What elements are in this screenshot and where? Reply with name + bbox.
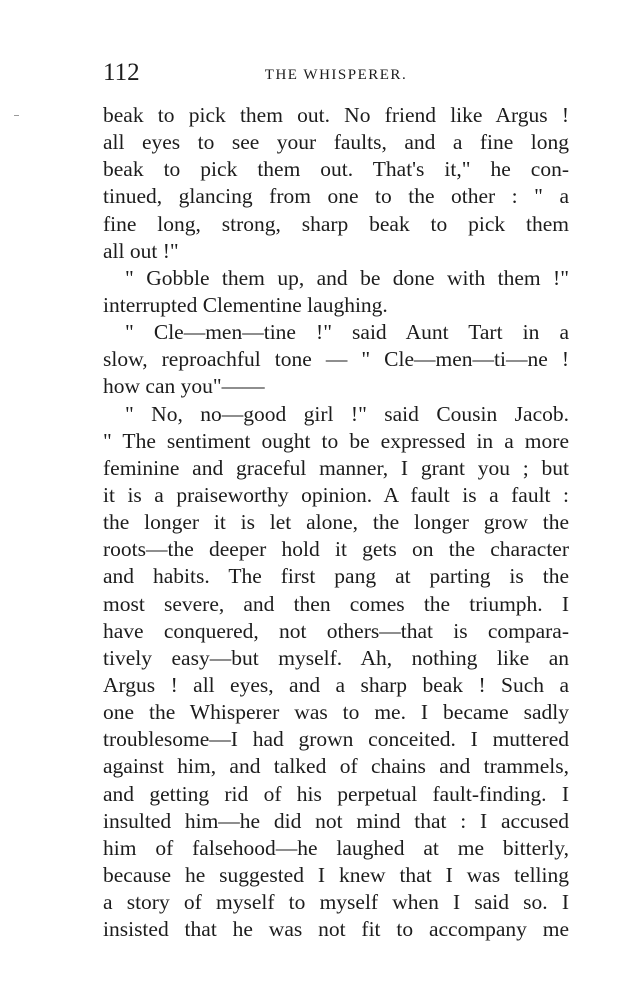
text-line: and habits. The first pang at parting is the	[103, 564, 569, 589]
text-line: beak to pick them out. That's it," he con-	[103, 157, 569, 182]
text-line: against him, and talked of chains and trammels,	[103, 754, 569, 779]
text-line: " No, no—good girl !" said Cousin Jacob.	[125, 401, 569, 426]
text-line: how can you"——	[103, 374, 265, 399]
text-line: have conquered, not others—that is compara-	[103, 618, 569, 643]
body-text	[103, 102, 569, 943]
margin-mark	[14, 115, 19, 116]
text-line: him of falsehood—he laughed at me bitterly,	[103, 835, 569, 860]
text-line: fine long, strong, sharp beak to pick them	[103, 211, 569, 236]
text-line: most severe, and then comes the triumph. I	[103, 591, 569, 616]
page-number: 112	[103, 59, 140, 86]
text-line: insulted him—he did not mind that : I accused	[103, 808, 569, 833]
text-line: all out !"	[103, 238, 179, 263]
text-line: Argus ! all eyes, and a sharp beak ! Such a	[103, 672, 569, 697]
text-line: all eyes to see your faults, and a fine long	[103, 130, 569, 155]
text-line: slow, reproachful tone — " Cle—men—ti—ne !	[103, 347, 569, 372]
text-line: " Gobble them up, and be done with them !"	[125, 265, 569, 290]
running-title: THE WHISPERER.	[264, 67, 408, 83]
page-header	[103, 56, 569, 90]
text-line: and getting rid of his perpetual fault-finding. I	[103, 781, 569, 806]
text-line: a story of myself to myself when I said so. I	[103, 890, 569, 915]
text-line: beak to pick them out. No friend like Argus !	[103, 103, 569, 127]
text-line: interrupted Clementine laughing.	[103, 292, 388, 317]
text-line: tinued, glancing from one to the other : " a	[103, 184, 569, 209]
text-line: troublesome—I had grown conceited. I muttered	[103, 727, 569, 752]
text-line: insisted that he was not fit to accompany me	[103, 917, 569, 942]
text-line: because he suggested I knew that I was telling	[103, 862, 569, 887]
text-line: " Cle—men—tine !" said Aunt Tart in a	[125, 320, 569, 345]
text-line: roots—the deeper hold it gets on the character	[103, 537, 569, 562]
text-line: the longer it is let alone, the longer grow the	[103, 510, 569, 535]
text-line: it is a praiseworthy opinion. A fault is a fault :	[103, 482, 569, 507]
text-line: one the Whisperer was to me. I became sadly	[103, 700, 569, 725]
text-line: " The sentiment ought to be expressed in a more	[103, 428, 569, 453]
text-line: tively easy—but myself. Ah, nothing like an	[103, 645, 569, 670]
text-line: feminine and graceful manner, I grant you ; but	[103, 455, 569, 480]
